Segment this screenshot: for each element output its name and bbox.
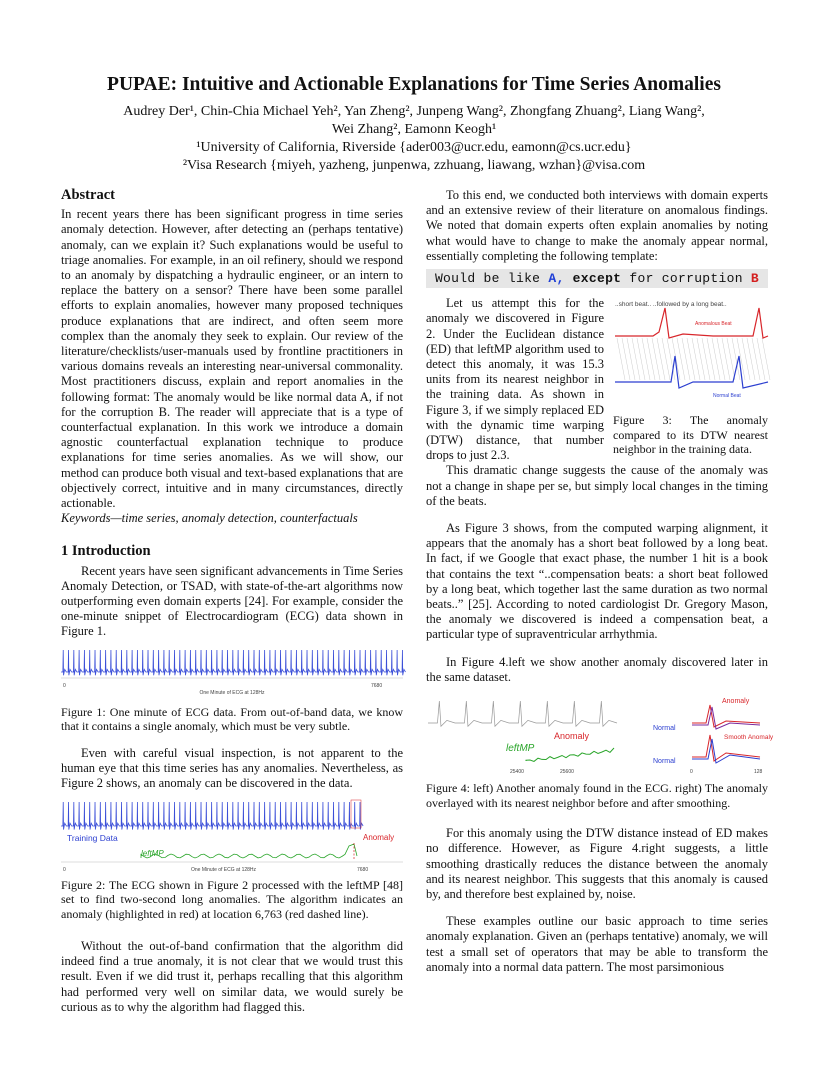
authors-line-1: Audrey Der¹, Chin-Chia Michael Yeh², Yan Zheng², Junpeng Wang², Zhongfang Zhuang², Liang Wang², (123, 104, 705, 119)
fig4-tick-1: 25400 (510, 769, 524, 776)
fig3-warp-line (657, 338, 665, 380)
fig4-right-normal-label-2: Normal (653, 758, 676, 766)
fig4-right-anomaly-label: Anomaly (722, 698, 750, 706)
right-paragraph-4: In Figure 4.left we show another anomaly discovered later in the same dataset. (426, 654, 768, 684)
figure-3-wrap (426, 296, 768, 463)
fig4-caption: Figure 4: left) Another anomaly found in the ECG. right) The anomaly overlayed with its nearest neighbor before and after smoothing. (426, 781, 768, 810)
fig4-right-x1: 128 (754, 769, 763, 776)
template-mid: except (564, 271, 622, 287)
right-column (426, 188, 774, 975)
fig1-xlabel: One Minute of ECG at 128Hz (199, 689, 265, 696)
fig3-anomalous-label: Anomalous Beat (695, 321, 732, 328)
fig3-warp-lines (617, 338, 770, 380)
fig3-warp-line (662, 338, 670, 380)
fig3-warp-line (762, 338, 770, 380)
fig3-warp-line (752, 338, 760, 380)
fig3-caption: Figure 3: The anomaly compared to its DTW nearest neighbor in the training data. (613, 413, 768, 457)
author-block (60, 103, 768, 175)
fig3-warp-line (712, 338, 720, 380)
fig3-warp-line (667, 338, 675, 380)
fig3-warp-line (677, 338, 685, 380)
right-paragraph-5: For this anomaly using the DTW distance instead of ED makes no difference. However, as Figure 4.right suggests, a little smoothing drastically reduces the distance between the anomaly and its nearest neighbor. This suggests that this anomaly is caused by, and therefore best explained by, noise. (426, 826, 768, 901)
intro-paragraph-1: Recent years have seen significant advancements in Time Series Anomaly Detection, or TSAD, with state-of-the-art algorithms now outperforming even domain experts [24]. For example, consider the one-minute snippet of Electrocardiogram (ECG) data shown in Figure 1. (61, 563, 403, 639)
template-a: A, (548, 271, 565, 287)
fig2-leftmp-line (141, 844, 357, 858)
fig1-plot (61, 646, 403, 688)
fig4-plot (426, 693, 774, 779)
left-column (61, 188, 403, 1015)
fig3-warp-line (632, 338, 640, 380)
authors-line-2: Wei Zhang², Eamonn Keogh¹ (331, 122, 497, 137)
figure-1 (61, 646, 403, 734)
fig4-tick-2: 25600 (560, 769, 574, 776)
fig2-plot (61, 798, 403, 874)
right-paragraph-3: As Figure 3 shows, from the computed warping alignment, it appears that the anomaly has a short beat followed by a long beat. In fact, if we Google that exact phase, the number 1 hit is a book that contains the text “..compensation beats: a short beat followed by a long beat, which together last the same duration as two normal beats..” [25]. According to noted cardiologist Dr. Gregory Mason, the anomaly we discovered is indeed a compensation beat, a particular type of supraventricular arrhythmia. (426, 521, 768, 642)
fig3-warp-line (652, 338, 660, 380)
fig4-anomaly-label: Anomaly (554, 731, 590, 742)
affiliation-2: ²Visa Research {miyeh, yazheng, junpenwa, zzhuang, liawang, wzhan}@visa.com (182, 158, 646, 173)
fig3-warp-line (682, 338, 690, 380)
fig1-x-end: 7680 (371, 682, 383, 689)
fig3-warp-line (647, 338, 655, 380)
fig2-anomaly-label: Anomaly (363, 832, 395, 842)
intro-paragraph-3: Without the out-of-band confirmation that the algorithm did indeed find a true anomaly, it is not clear that we would trust this result. Even if we did trust it, perhaps recalling that this algorithm had performed very well on similar data, we would surely be curious as to why the algorithm had flagged this. (61, 939, 403, 1014)
fig3-warp-line (637, 338, 645, 380)
fig4-right-x0: 0 (690, 769, 693, 776)
fig2-caption: Figure 2: The ECG shown in Figure 2 processed with the leftMP [48] set to find two-second long anomalies. The algorithm indicates an anomaly (highlighted in red) at location 6,763 (red dashed line). (61, 877, 403, 921)
fig2-training-label: Training Data (67, 832, 118, 843)
fig3-warp-line (642, 338, 650, 380)
fig3-plot (613, 296, 768, 411)
fig2-x-start: 0 (63, 866, 66, 873)
fig3-warp-line (742, 338, 750, 380)
fig3-warp-line (757, 338, 765, 380)
fig3-warp-line (707, 338, 715, 380)
figure-3 (613, 296, 768, 463)
affiliation-1: ¹University of California, Riverside {ader003@ucr.edu, eamonn@cs.ucr.edu} (196, 140, 632, 155)
fig4-leftmp-label: leftMP (506, 743, 535, 755)
fig1-x-start: 0 (63, 682, 66, 689)
fig3-warp-line (717, 338, 725, 380)
fig4-right-smooth-label: Smooth Anomaly (724, 734, 774, 742)
intro-heading: 1 Introduction (61, 543, 151, 560)
fig3-warp-line (727, 338, 735, 380)
fig3-normal-label: Normal Beat (713, 393, 741, 400)
fig3-warp-line (672, 338, 680, 380)
fig1-ecg-line (61, 650, 406, 675)
figure-2 (61, 798, 403, 922)
fig4-left-leftmp (526, 748, 614, 761)
fig2-x-end: 7680 (357, 866, 369, 873)
fig3-warp-line (617, 338, 625, 380)
abstract-heading: Abstract (61, 187, 115, 203)
right-paragraph-2: This dramatic change suggests the cause of the anomaly was not a change in shape per se, but simply local changes in the timing of the beats. (426, 463, 768, 508)
template-post: for corruption (621, 271, 751, 287)
keywords: Keywords—time series, anomaly detection, counterfactuals (61, 511, 358, 526)
fig4-right-normal-2 (692, 739, 760, 763)
fig2-leftmp-label: leftMP (141, 848, 164, 858)
fig3-warp-line (722, 338, 730, 380)
figure-4 (426, 693, 774, 810)
abstract-text: In recent years there has been significant progress in time series anomaly detection. However, after detecting an (perhaps tentative) anomaly, can we explain it? Such explanations would be useful to triage anomalies. For example, in an oil refinery, should we respond to an anomaly by dispatching a hydraulic engineer, or an intern to replace the battery on a sensor? There have been some parallel efforts to explain anomalies, however many proposed techniques produce explanations that are indirect, and often seem more complex than the anomaly they seek to explain. Our review of the literature/checklists/user-manuals used by frontline practitioners in various domains reveals an interesting near-universal commonality. Most practitioners discuss, explain and report anomalies in the following format: The anomaly would be like normal data A, if not for the corruption B. The reader will appreciate that is a type of counterfactual explanation. In this work we introduce a domain agnostic counterfactual explanation technique to produce explanations for time series anomalies. As we will show, our method can produce both visual and text-based explanations that are objectively correct, intuitive and in many circumstances, directly actionable. (61, 207, 403, 511)
right-wrap-text: Let us attempt this for the anomaly we discovered in Figure 2. Under the Euclidean distance (ED) that leftMP algorithm used to detect this anomaly, it was 15.3 units from its nearest neighbor in the training data. As shown in Figure 3, if we simply replaced ED with the dynamic time warping (DTW) distance, that number drops to just 2.3. (426, 296, 604, 463)
fig4-right-normal (692, 707, 760, 729)
fig4-left-ecg (428, 701, 617, 726)
template-pre: Would be like (434, 271, 549, 287)
fig3-warp-line (622, 338, 630, 380)
template-b: B (750, 271, 760, 287)
intro-paragraph-2: Even with careful visual inspection, is not apparent to the human eye that this time series has any anomalies. Nevertheless, as Figure 2 shows, an anomaly can be discovered in the data. (61, 745, 403, 791)
paper-title: PUPAE: Intuitive and Actionable Explanations for Time Series Anomalies (107, 74, 721, 95)
fig3-warp-line (627, 338, 635, 380)
fig3-warp-line (697, 338, 705, 380)
fig3-warp-line (747, 338, 755, 380)
fig3-warp-line (692, 338, 700, 380)
right-paragraph-6: These examples outline our basic approach to time series anomaly explanation. Given an (perhaps tentative) anomaly, we will test a small set of operators that may be able to transform the anomaly into a normal data pattern. The most parsimonious (426, 914, 768, 974)
fig3-anomalous-beat (615, 308, 768, 338)
explanation-template (426, 269, 768, 288)
fig3-top-label: ..short beat.. ..followed by a long beat.. (615, 301, 727, 309)
fig3-warp-line (687, 338, 695, 380)
fig4-right-anomaly (692, 705, 760, 727)
fig3-warp-line (702, 338, 710, 380)
fig4-right-normal-label: Normal (653, 725, 676, 733)
fig1-caption: Figure 1: One minute of ECG data. From out-of-band data, we know that it contains a single anomaly, which must be very subtle. (61, 704, 403, 734)
right-paragraph-1: To this end, we conducted both interviews with domain experts and an extensive review of their literature on anomalous findings. We noted that domain experts often explain anomalies by noting what would have to change to make the anomaly appear normal, essentially completing the following template: (426, 188, 768, 263)
fig2-xlabel: One Minute of ECG at 128Hz (191, 866, 257, 873)
fig2-ecg-line (61, 802, 363, 830)
